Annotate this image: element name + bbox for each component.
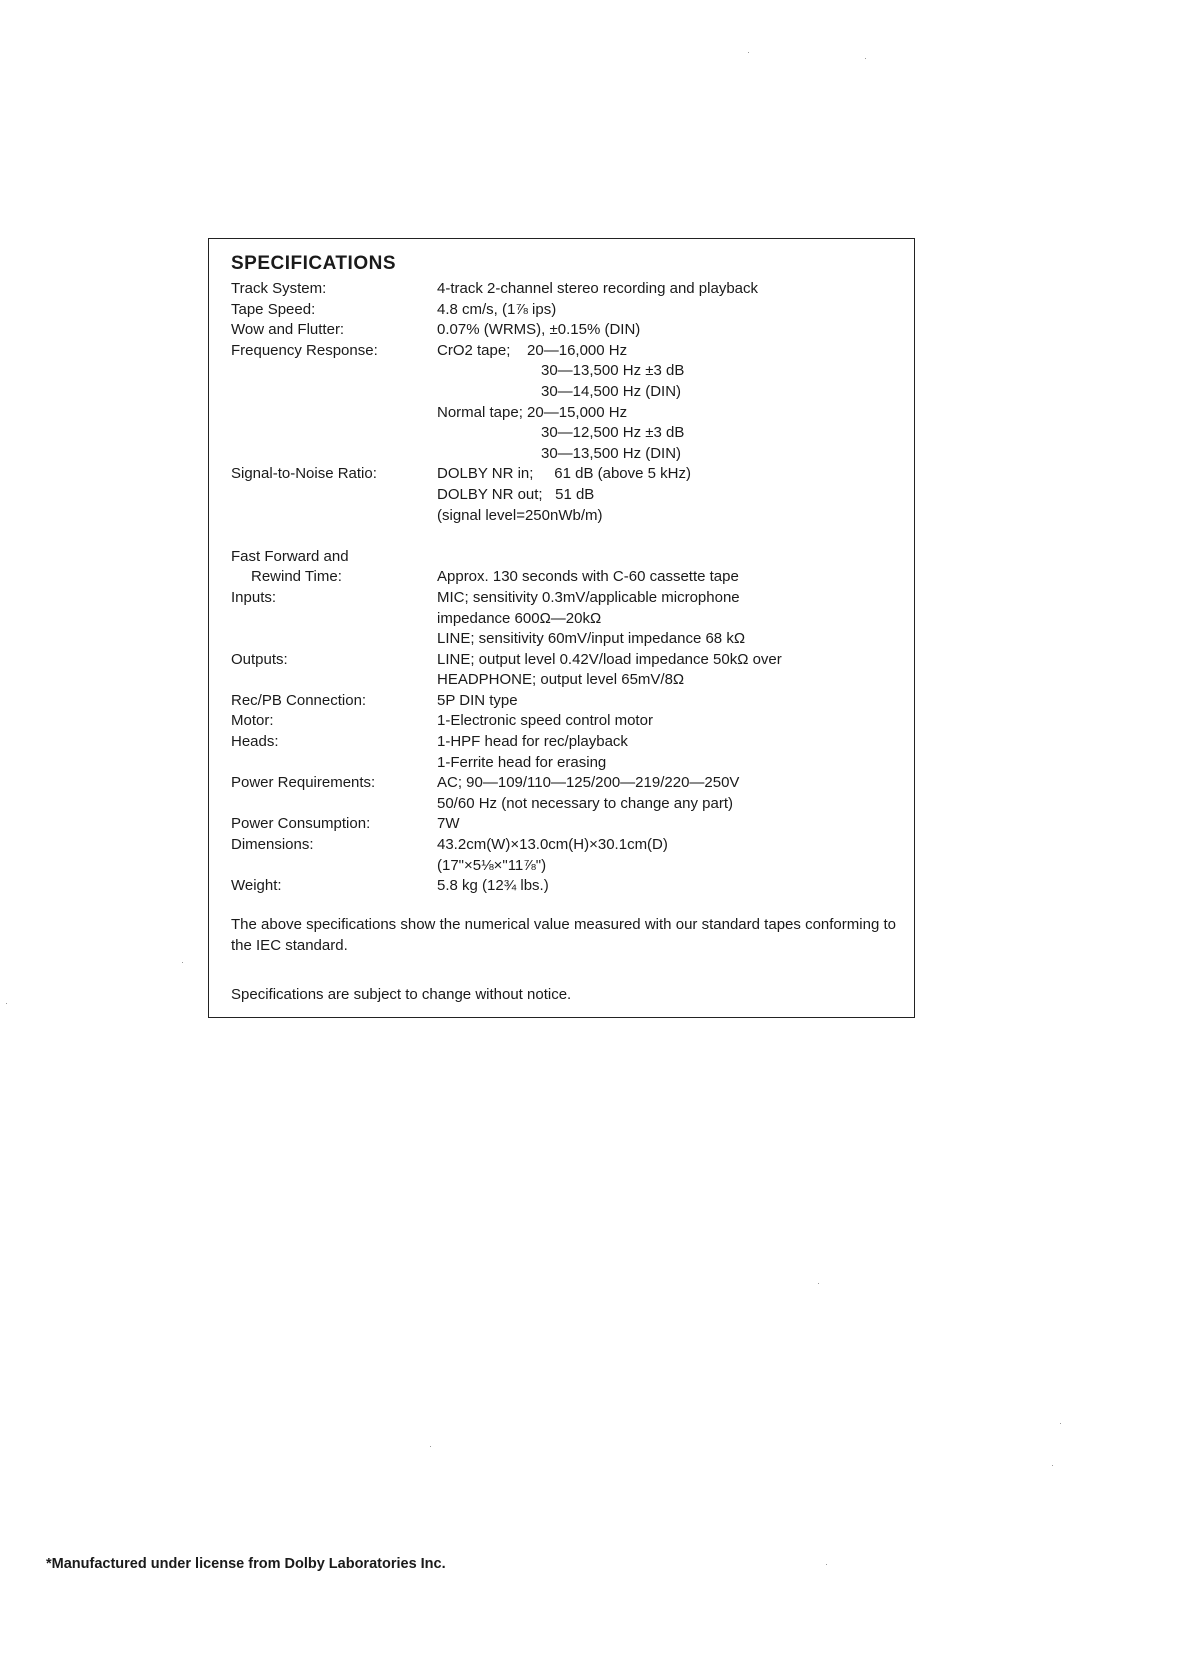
- spec-value: AC; 90—109/110—125/200—219/220—250V: [437, 774, 740, 792]
- spec-label: Track System:: [231, 280, 327, 297]
- spec-row-heads: [231, 732, 901, 773]
- change-notice: Specifications are subject to change without notice.: [231, 986, 572, 1003]
- spec-label: Rec/PB Connection:: [231, 691, 367, 709]
- spec-label: Power Consumption:: [231, 815, 371, 833]
- spec-value: 5.8 kg (12¾ lbs.): [437, 877, 549, 895]
- spec-label: Heads:: [231, 733, 279, 751]
- spec-row-frequency-response: [231, 341, 901, 465]
- spec-value: 30—13,500 Hz (DIN): [541, 444, 682, 462]
- specifications-title: SPECIFICATIONS: [231, 253, 396, 274]
- spec-row-tape-speed: [231, 300, 901, 321]
- spec-row-power-requirements: [231, 773, 901, 814]
- spec-label: Inputs:: [231, 588, 277, 606]
- spec-row-track-system: [231, 279, 901, 300]
- spec-value: impedance 600Ω—20kΩ: [437, 609, 602, 627]
- spec-value: 0.07% (WRMS), ±0.15% (DIN): [437, 321, 641, 339]
- scan-speck: [6, 1003, 7, 1004]
- specifications-panel: [208, 238, 915, 1018]
- dolby-footnote: *Manufactured under license from Dolby Laboratories Inc.: [46, 1556, 446, 1572]
- scan-speck: [430, 1446, 431, 1447]
- spec-value: 30—14,500 Hz (DIN): [541, 382, 682, 400]
- spec-value: CrO2 tape; 20—16,000 Hz: [437, 341, 628, 359]
- spec-row-rec-pb: [231, 691, 901, 712]
- spec-row-ff-rewind: [231, 567, 901, 588]
- scan-speck: [1052, 1465, 1053, 1466]
- spec-label: Wow and Flutter:: [231, 321, 345, 339]
- spec-label: Dimensions:: [231, 836, 314, 854]
- spec-label: Frequency Response:: [231, 341, 378, 359]
- spec-value: LINE; output level 0.42V/load impedance 50kΩ over: [437, 650, 782, 668]
- measurement-note: The above specifications show the numerical value measured with our standard tapes conforming to the IEC standard.: [231, 916, 896, 954]
- spacer: [231, 526, 901, 547]
- spec-label: Power Requirements:: [231, 774, 376, 792]
- spec-value: LINE; sensitivity 60mV/input impedance 68 kΩ: [437, 630, 746, 648]
- spec-row-power-consumption: [231, 814, 901, 835]
- scan-speck: [818, 1283, 819, 1284]
- spec-value: 5P DIN type: [437, 691, 518, 709]
- scan-speck: [865, 58, 866, 59]
- spec-value: 1-Electronic speed control motor: [437, 712, 653, 730]
- spec-row-wow-flutter: [231, 320, 901, 341]
- spec-value: DOLBY NR in; 61 dB (above 5 kHz): [437, 465, 691, 483]
- spec-row-snr: [231, 464, 901, 526]
- spec-value: 4-track 2-channel stereo recording and playback: [437, 280, 759, 297]
- spec-value: Approx. 130 seconds with C-60 cassette tape: [437, 568, 739, 586]
- spec-value: 1-Ferrite head for erasing: [437, 753, 607, 771]
- spec-row-inputs: [231, 588, 901, 650]
- spec-row-motor: [231, 711, 901, 732]
- spec-label: Motor:: [231, 712, 274, 730]
- spec-row-dimensions: [231, 835, 901, 876]
- spec-value: HEADPHONE; output level 65mV/8Ω: [437, 671, 685, 689]
- spec-value: MIC; sensitivity 0.3mV/applicable microphone: [437, 588, 740, 606]
- spec-label: Outputs:: [231, 650, 288, 668]
- scan-speck: [1060, 1423, 1061, 1424]
- spec-list: [231, 279, 901, 897]
- spec-value: (17"×5⅛×"11⅞"): [437, 856, 547, 874]
- spec-value: 7W: [437, 815, 460, 833]
- spec-label: Rewind Time:: [251, 568, 342, 586]
- scan-speck: [826, 1564, 827, 1565]
- spec-value: DOLBY NR out; 51 dB: [437, 485, 595, 503]
- spec-label: Fast Forward and: [231, 547, 349, 565]
- spec-label: Tape Speed:: [231, 300, 316, 318]
- spec-value: 43.2cm(W)×13.0cm(H)×30.1cm(D): [437, 836, 668, 854]
- spec-value: 4.8 cm/s, (1⅞ ips): [437, 300, 557, 318]
- spec-value: 1-HPF head for rec/playback: [437, 733, 628, 751]
- spec-row-outputs: [231, 650, 901, 691]
- spec-value: 50/60 Hz (not necessary to change any part): [437, 794, 734, 812]
- scan-speck: [182, 962, 183, 963]
- spec-value: 30—13,500 Hz ±3 dB: [541, 362, 685, 380]
- spec-label: Weight:: [231, 877, 282, 895]
- spec-value: 30—12,500 Hz ±3 dB: [541, 424, 685, 442]
- spec-row-ff-rewind-label: [231, 547, 901, 568]
- spec-row-weight: [231, 876, 901, 897]
- scan-speck: [748, 52, 749, 53]
- spec-value: Normal tape; 20—15,000 Hz: [437, 403, 628, 421]
- spec-value: (signal level=250nWb/m): [437, 506, 603, 524]
- spec-label: Signal-to-Noise Ratio:: [231, 465, 377, 483]
